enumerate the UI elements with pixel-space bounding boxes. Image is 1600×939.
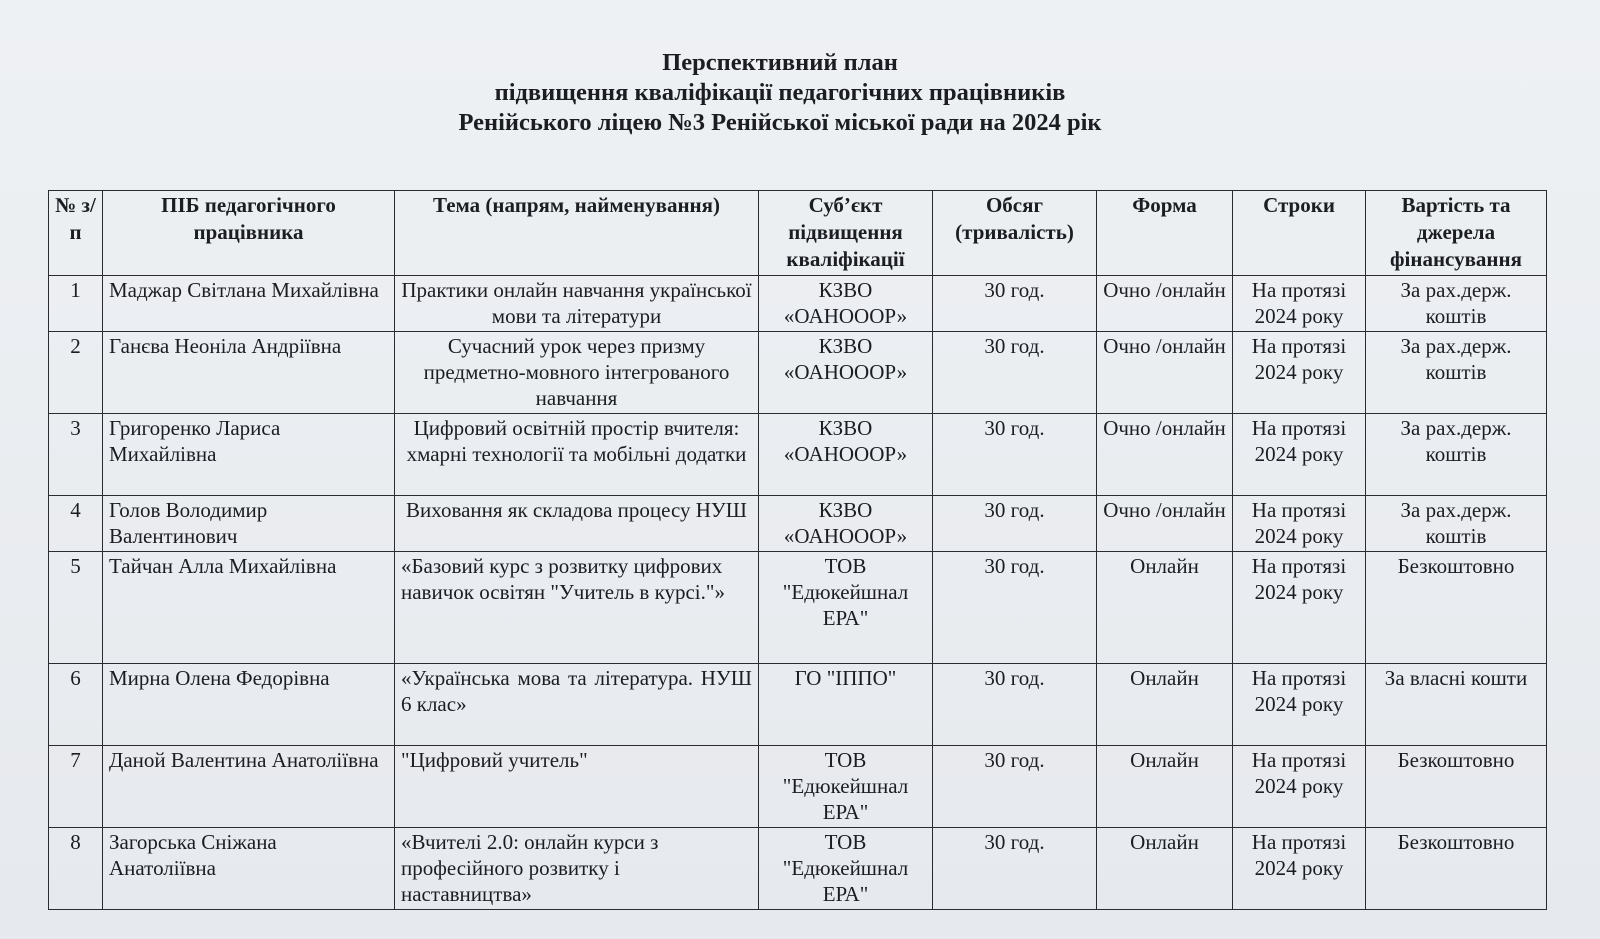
cell-term: На протязі 2024 року [1233, 496, 1366, 552]
cell-term: На протязі 2024 року [1233, 552, 1366, 664]
cell-number: 1 [49, 276, 103, 332]
cell-term: На протязі 2024 року [1233, 746, 1366, 828]
cell-form: Очно /онлайн [1097, 414, 1233, 496]
header-number: № з/п [49, 191, 103, 276]
cell-number: 4 [49, 496, 103, 552]
cell-form: Онлайн [1097, 746, 1233, 828]
cell-volume: 30 год. [933, 552, 1097, 664]
cell-name: Мирна Олена Федорівна [103, 664, 395, 746]
cell-form: Очно /онлайн [1097, 496, 1233, 552]
cell-volume: 30 год. [933, 276, 1097, 332]
cell-term: На протязі 2024 року [1233, 276, 1366, 332]
table-row [49, 276, 1547, 332]
title-line-3: Ренійського ліцею №3 Ренійської міської ради на 2024 рік [458, 109, 1102, 136]
cell-cost: Безкоштовно [1366, 828, 1547, 910]
cell-number: 7 [49, 746, 103, 828]
table-row [49, 664, 1547, 746]
cell-subject: КЗВО «ОАНОООР» [759, 332, 933, 414]
cell-topic: «Вчителі 2.0: онлайн курси з професійного розвитку і наставництва» [395, 828, 759, 910]
cell-form: Очно /онлайн [1097, 276, 1233, 332]
cell-subject: ТОВ "Едюкейшнал ЕРА" [759, 552, 933, 664]
table-row [49, 828, 1547, 910]
table-row [49, 414, 1547, 496]
cell-volume: 30 год. [933, 332, 1097, 414]
cell-term: На протязі 2024 року [1233, 828, 1366, 910]
header-term: Строки [1233, 191, 1366, 276]
cell-name: Тайчан Алла Михайлівна [103, 552, 395, 664]
cell-topic: "Цифровий учитель" [395, 746, 759, 828]
cell-name: Маджар Світлана Михайлівна [103, 276, 395, 332]
title-line-2: підвищення кваліфікації педагогічних працівників [494, 79, 1066, 106]
cell-cost: За рах.держ. коштів [1366, 276, 1547, 332]
cell-form: Онлайн [1097, 828, 1233, 910]
cell-volume: 30 год. [933, 746, 1097, 828]
cell-name: Ганєва Неоніла Андріївна [103, 332, 395, 414]
header-subject: Суб’єкт підвищення кваліфікації [759, 191, 933, 276]
header-volume: Обсяг (тривалість) [933, 191, 1097, 276]
table-row [49, 332, 1547, 414]
cell-topic: Цифровий освітній простір вчителя: хмарні технології та мобільні додатки [395, 414, 759, 496]
cell-subject: КЗВО «ОАНОООР» [759, 496, 933, 552]
cell-subject: КЗВО «ОАНОООР» [759, 414, 933, 496]
cell-subject: ТОВ "Едюкейшнал ЕРА" [759, 746, 933, 828]
cell-form: Онлайн [1097, 552, 1233, 664]
cell-topic: «Українська мова та література. НУШ 6 клас» [395, 664, 759, 746]
cell-term: На протязі 2024 року [1233, 414, 1366, 496]
cell-topic: Сучасний урок через призму предметно-мовного інтегрованого навчання [395, 332, 759, 414]
cell-subject: ГО "ІППО" [759, 664, 933, 746]
cell-volume: 30 год. [933, 828, 1097, 910]
cell-subject: ТОВ "Едюкейшнал ЕРА" [759, 828, 933, 910]
page-title [0, 48, 1560, 138]
cell-name: Даной Валентина Анатоліївна [103, 746, 395, 828]
header-form: Форма [1097, 191, 1233, 276]
header-name: ПІБ педагогічного працівника [103, 191, 395, 276]
cell-term: На протязі 2024 року [1233, 664, 1366, 746]
cell-term: На протязі 2024 року [1233, 332, 1366, 414]
cell-form: Очно /онлайн [1097, 332, 1233, 414]
cell-topic: «Базовий курс з розвитку цифрових навичок освітян "Учитель в курсі."» [395, 552, 759, 664]
cell-subject: КЗВО «ОАНОООР» [759, 276, 933, 332]
cell-number: 6 [49, 664, 103, 746]
cell-topic: Виховання як складова процесу НУШ [395, 496, 759, 552]
table-row [49, 552, 1547, 664]
table-row [49, 496, 1547, 552]
cell-name: Загорська Сніжана Анатоліївна [103, 828, 395, 910]
cell-form: Онлайн [1097, 664, 1233, 746]
cell-name: Григоренко Лариса Михайлівна [103, 414, 395, 496]
training-plan-table [48, 190, 1547, 910]
cell-volume: 30 год. [933, 496, 1097, 552]
cell-cost: За рах.держ. коштів [1366, 332, 1547, 414]
cell-topic: Практики онлайн навчання української мови та літератури [395, 276, 759, 332]
cell-number: 5 [49, 552, 103, 664]
cell-cost: Безкоштовно [1366, 746, 1547, 828]
header-cost: Вартість та джерела фінансування [1366, 191, 1547, 276]
cell-cost: Безкоштовно [1366, 552, 1547, 664]
header-topic: Тема (напрям, найменування) [395, 191, 759, 276]
cell-cost: За рах.держ. коштів [1366, 496, 1547, 552]
table-header-row [49, 191, 1547, 276]
title-line-1: Перспективний план [662, 49, 898, 76]
cell-cost: За рах.держ. коштів [1366, 414, 1547, 496]
cell-cost: За власні кошти [1366, 664, 1547, 746]
cell-number: 8 [49, 828, 103, 910]
cell-number: 2 [49, 332, 103, 414]
cell-number: 3 [49, 414, 103, 496]
table-row [49, 746, 1547, 828]
cell-name: Голов Володимир Валентинович [103, 496, 395, 552]
cell-volume: 30 год. [933, 414, 1097, 496]
cell-volume: 30 год. [933, 664, 1097, 746]
